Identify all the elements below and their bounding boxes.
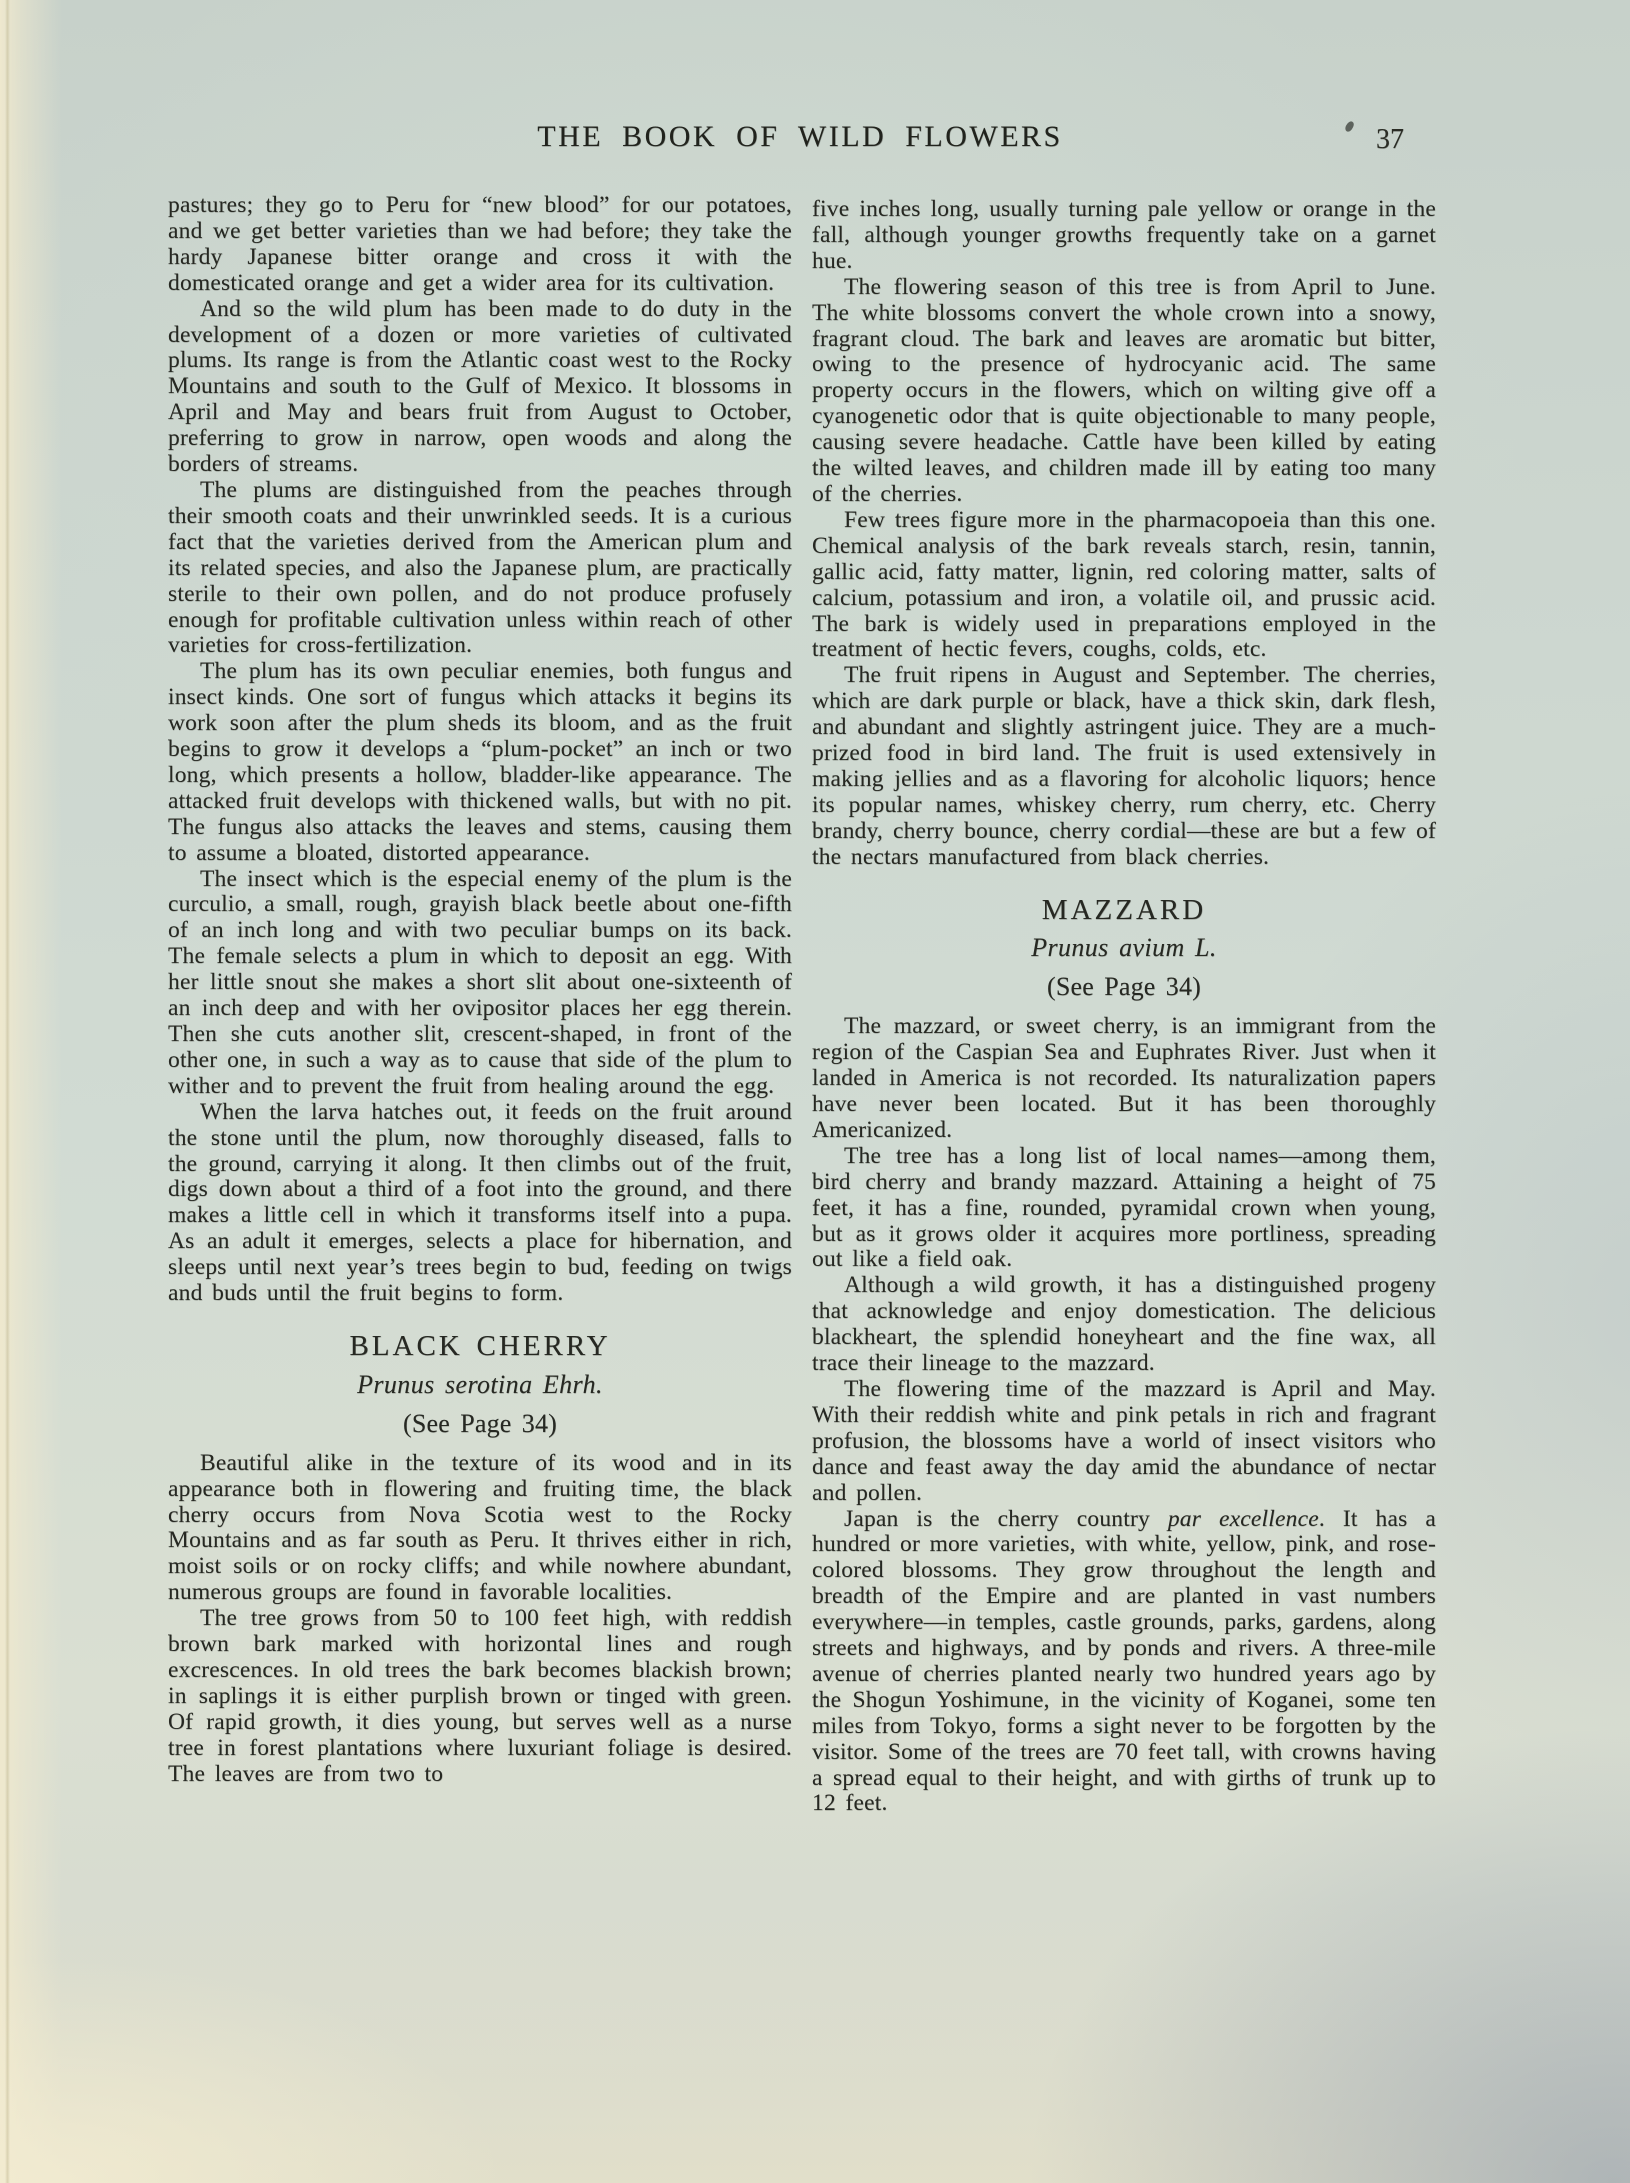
paragraph: Few trees figure more in the pharmacopoeia than this one. Chemical analysis of the bark reveals starch, resin, tannin, gallic acid, fatty matter, lignin, red coloring matter, salts of calcium, potassium and iron, a volatile oil, and prussic acid. The bark is widely used in preparations employed in the treatment of hectic fevers, coughs, colds, etc. <box>812 506 1436 663</box>
right-column <box>812 197 1436 1817</box>
see-page-reference: (See Page 34) <box>403 1408 557 1438</box>
species-name: Prunus serotina Ehrh. <box>357 1369 603 1399</box>
paragraph: And so the wild plum has been made to do duty in the development of a dozen or more varieties of cultivated plums. Its range is from the Atlantic coast west to the Rocky Mountains and south to the Gulf of Mexico. It blossoms in April and May and bears fruit from August to October, preferring to grow in narrow, open woods and along the borders of streams. <box>168 295 792 478</box>
paragraph: Although a wild growth, it has a distinguished progeny that acknowledge and enjoy domestication. The delicious blackheart, the splendid honeyheart and the fine wax, all trace their lineage to the mazzard. <box>812 1272 1436 1377</box>
paragraph: Beautiful alike in the texture of its wood and in its appearance both in flowering and fruiting time, the black cherry occurs from Nova Scotia west to the Rocky Mountains and as far south as Peru. It thrives either in rich, moist soils or on rocky cliffs; and while nowhere abundant, numerous groups are found in favorable localities. <box>168 1449 792 1606</box>
paragraph: The insect which is the especial enemy of the plum is the curculio, a small, rough, grayish black beetle about one-fifth of an inch long and with two peculiar bumps on its back. The female selects a plum in which to deposit an egg. With her little snout she makes a short slit about one-sixteenth of an inch deep and with her ovipositor places her egg therein. Then she cuts another slit, crescent-shaped, in front of the other one, in such a way as to cause that side of the plum to wither and to prevent the fruit from healing around the egg. <box>168 865 792 1099</box>
paragraph: The tree grows from 50 to 100 feet high, with reddish brown bark marked with horizontal lines and rough excrescences. In old trees the bark becomes blackish brown; in saplings it is either purplish brown or tinged with green. Of rapid growth, it dies young, but serves well as a nurse tree in forest plantations where luxuriant foliage is desired. The leaves are from two to <box>168 1605 792 1787</box>
paragraph: The fruit ripens in August and September. The cherries, which are dark purple or black, have a thick skin, dark flesh, and abundant and slightly astringent juice. They are a much-prized food in bird land. The fruit is used extensively in making jellies and as a flavoring for alcoholic liquors; hence its popular names, whiskey cherry, rum cherry, etc. Cherry brandy, cherry bounce, cherry cordial—these are but a few of the nectars manufactured from black cherries. <box>812 662 1436 870</box>
section-heading-black-cherry: BLACK CHERRY <box>349 1329 611 1362</box>
paragraph: pastures; they go to Peru for “new blood” for our potatoes, and we get better varieties than we had before; they take the hardy Japanese bitter orange and cross it with the domesticated orange and get a wider area for its cultivation. <box>168 192 792 296</box>
left-column <box>168 193 792 1787</box>
species-name: Prunus avium L. <box>1031 933 1217 963</box>
paragraph: The flowering time of the mazzard is April and May. With their reddish white and pink petals in rich and fragrant profusion, the blossoms have a world of insect visitors who dance and feast away the day amid the abundance of nectar and pollen. <box>812 1375 1436 1506</box>
page-title: THE BOOK OF WILD FLOWERS <box>537 120 1063 153</box>
paragraph: When the larva hatches out, it feeds on the fruit around the stone until the plum, now thoroughly diseased, falls to the ground, carrying it along. It then climbs out of the fruit, digs down about a third of a foot into the ground, and there makes a little cell in which it transforms itself into a pupa. As an adult it emerges, selects a place for hibernation, and sleeps until next year’s trees begin to bud, feeding on twigs and buds until the fruit begins to form. <box>168 1098 792 1307</box>
see-page-reference: (See Page 34) <box>1047 972 1201 1002</box>
paragraph-text: Japan is the cherry country <box>844 1505 1168 1532</box>
paragraph: The plum has its own peculiar enemies, both fungus and insect kinds. One sort of fungus which attacks it begins its work soon after the plum sheds its bloom, and as the fruit begins to grow it develops a “plum-pocket” an inch or two long, which presents a hollow, bladder-like appearance. The attacked fruit develops with thickened walls, but with no pit. The fungus also attacks the leaves and stems, causing them to assume a bloated, distorted appearance. <box>168 658 792 866</box>
paragraph <box>812 1507 1436 1818</box>
section-heading-mazzard: MAZZARD <box>1041 893 1207 926</box>
page-edge-shadow <box>5 0 10 2183</box>
paragraph: The mazzard, or sweet cherry, is an immigrant from the region of the Caspian Sea and Euphrates River. Just when it landed in America is not recorded. Its naturalization papers have never been located. But it has been thoroughly Americanized. <box>812 1013 1436 1143</box>
paragraph-text: . It has a hundred or more varieties, with white, yellow, pink, and rose-colored blossoms. They grow throughout the length and breadth of the Empire and are planted in vast numbers everywhere—in temples, castle grounds, parks, gardens, along streets and highways, and by ponds and rivers. A three-mile avenue of cherries planted nearly two hundred years ago by the Shogun Yoshimune, in the vicinity of Koganei, some ten miles from Tokyo, forms a sight never to be forgotten by the visitor. Some of the trees are 70 feet tall, with crowns having a spread equal to their height, and with girths of trunk up to 12 feet. <box>812 1505 1436 1817</box>
running-header <box>168 120 1432 170</box>
paragraph: The tree has a long list of local names—among them, bird cherry and brandy mazzard. Attaining a height of 75 feet, it has a fine, rounded, pyramidal crown when young, but as it grows older it acquires more portliness, spreading out like a field oak. <box>812 1142 1436 1273</box>
paragraph: The flowering season of this tree is from April to June. The white blossoms convert the whole crown into a snowy, fragrant cloud. The bark and leaves are aromatic but bitter, owing to the presence of hydrocyanic acid. The same property occurs in the flowers, which on wilting give off a cyanogenetic odor that is quite objectionable to many people, causing severe headache. Cattle have been killed by eating the wilted leaves, and children made ill by eating too many of the cherries. <box>812 273 1436 507</box>
paragraph: The plums are distinguished from the peaches through their smooth coats and their unwrinkled seeds. It is a curious fact that the varieties derived from the American plum and its related species, and also the Japanese plum, are practically sterile to their own pollen, and do not produce profusely enough for profitable cultivation unless within reach of other varieties for cross-fertilization. <box>168 476 792 659</box>
paragraph: five inches long, usually turning pale yellow or orange in the fall, although younger growths frequently take on a garnet hue. <box>812 196 1436 274</box>
page-number: 37 <box>1376 124 1404 155</box>
italic-phrase: par excellence <box>1167 1505 1319 1532</box>
